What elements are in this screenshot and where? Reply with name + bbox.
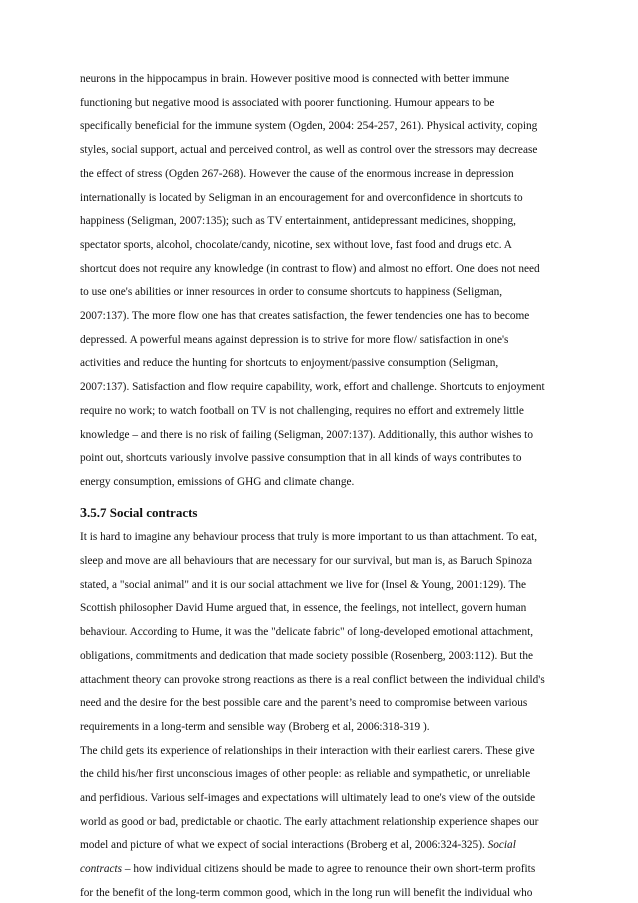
paragraph-2-line: It is hard to imagine any behaviour process that truly is more important to us than attachment. To eat, xyxy=(80,531,538,544)
paragraph-2-line: sleep and move are all behaviours that are necessary for our survival, but man is, as Baruch Spinoza xyxy=(80,555,533,567)
section-number-lead: 3 xyxy=(80,505,87,521)
paragraph-1-line: functioning but negative mood is associated with poorer functioning. Humour appears to be xyxy=(80,96,495,109)
section-heading xyxy=(80,505,197,522)
paragraph-1-line: the effect of stress (Ogden 267-268). However the cause of the enormous increase in depression xyxy=(80,167,514,180)
paragraph-2-line: stated, a "social animal" and it is our social attachment we live for (Insel & Young, 2001:129). The xyxy=(80,578,527,591)
paragraph-3-text: – how individual citizens should be made to agree to renounce their own short-term profits xyxy=(122,863,536,876)
italic-term: Social xyxy=(487,839,516,852)
italic-term: contracts xyxy=(80,863,123,876)
paragraph-3-line: and perfidious. Various self-images and expectations will ultimately lead to one's view of the outside xyxy=(80,792,536,804)
paragraph-3-line: The child gets its experience of relationships in their interaction with their earliest carers. These give xyxy=(80,744,535,757)
paragraph-1-line: knowledge – and there is no risk of failing (Seligman, 2007:137). Additionally, this author wishes to xyxy=(80,428,533,441)
paragraph-3-line: world as good or bad, predictable or chaotic. The early attachment relationship experience shapes our xyxy=(80,815,539,828)
paragraph-1-line: point out, shortcuts variously involve passive consumption that in all kinds of ways contributes to xyxy=(80,452,522,465)
section-number: .5.7 xyxy=(87,504,110,520)
paragraph-1-line: internationally is located by Seligman in an encouragement for and overconfidence in shortcuts to xyxy=(80,191,523,204)
paragraph-1-line: neurons in the hippocampus in brain. However positive mood is connected with better immune xyxy=(80,73,510,85)
paragraph-3-line: for the benefit of the long-term common good, which in the long run will benefit the individual who xyxy=(80,886,533,899)
paragraph-1-line: 2007:137). The more flow one has that creates satisfaction, the fewer tendencies one has to become xyxy=(80,310,530,322)
paragraph-1-line: spectator sports, alcohol, chocolate/candy, nicotine, sex without love, fast food and drugs etc. A xyxy=(80,238,512,251)
paragraph-2-line: requirements in a long-term and sensible way (Broberg et al, 2006:318-319 ). xyxy=(80,720,430,733)
paragraph-2-line: attachment theory can provoke strong reactions as there is a real conflict between the individual child's xyxy=(80,673,545,686)
paragraph-3-line: the child his/her first unconscious images of other people: as reliable and sympathetic, or unreliable xyxy=(80,768,531,781)
paragraph-1-line: styles, social support, actual and perceived control, as well as control over the stressors may decrease xyxy=(80,144,538,157)
paragraph-2-line: Scottish philosopher David Hume argued that, in essence, the feelings, not intellect, govern human xyxy=(80,602,527,615)
paragraph-1-line: require no work; to watch football on TV is not challenging, requires no effort and extremely little xyxy=(80,404,524,417)
paragraph-1-line: happiness (Seligman, 2007:135); such as TV entertainment, antidepressant medicines, shopping, xyxy=(80,215,517,228)
paragraph-3-line xyxy=(80,838,560,852)
paragraph-1-line: 2007:137). Satisfaction and flow require capability, work, effort and challenge. Shortcuts to enjoyment xyxy=(80,381,545,394)
paragraph-3-text: model and picture of what we expect of social interactions (Broberg et al, 2006:324-325). xyxy=(80,839,488,852)
paragraph-1-line: shortcut does not require any knowledge (in contrast to flow) and almost no effort. One does not need xyxy=(80,262,540,275)
paragraph-2-line: behaviour. According to Hume, it was the "delicate fabric" of long-developed emotional attachment, xyxy=(80,626,534,639)
paragraph-1-line: energy consumption, emissions of GHG and climate change. xyxy=(80,475,355,488)
paragraph-3-line xyxy=(80,862,560,876)
paragraph-2-line: obligations, commitments and dedication that made society possible (Rosenberg, 2003:112). But the xyxy=(80,649,534,662)
paragraph-1-line: activities and reduce the hunting for shortcuts to enjoyment/passive consumption (Seligman, xyxy=(80,357,499,370)
section-title: Social contracts xyxy=(109,504,198,520)
paragraph-2-line: need and the desire for the best possible care and the parent’s need to compromise between various xyxy=(80,697,528,710)
paragraph-1-line: specifically beneficial for the immune system (Ogden, 2004: 254-257, 261). Physical activity, coping xyxy=(80,120,538,133)
paragraph-1-line: depressed. A powerful means against depression is to strive for more flow/ satisfaction in one's xyxy=(80,333,509,346)
paragraph-1-line: to use one's abilities or inner resources in order to consume shortcuts to happiness (Seligman, xyxy=(80,286,503,299)
